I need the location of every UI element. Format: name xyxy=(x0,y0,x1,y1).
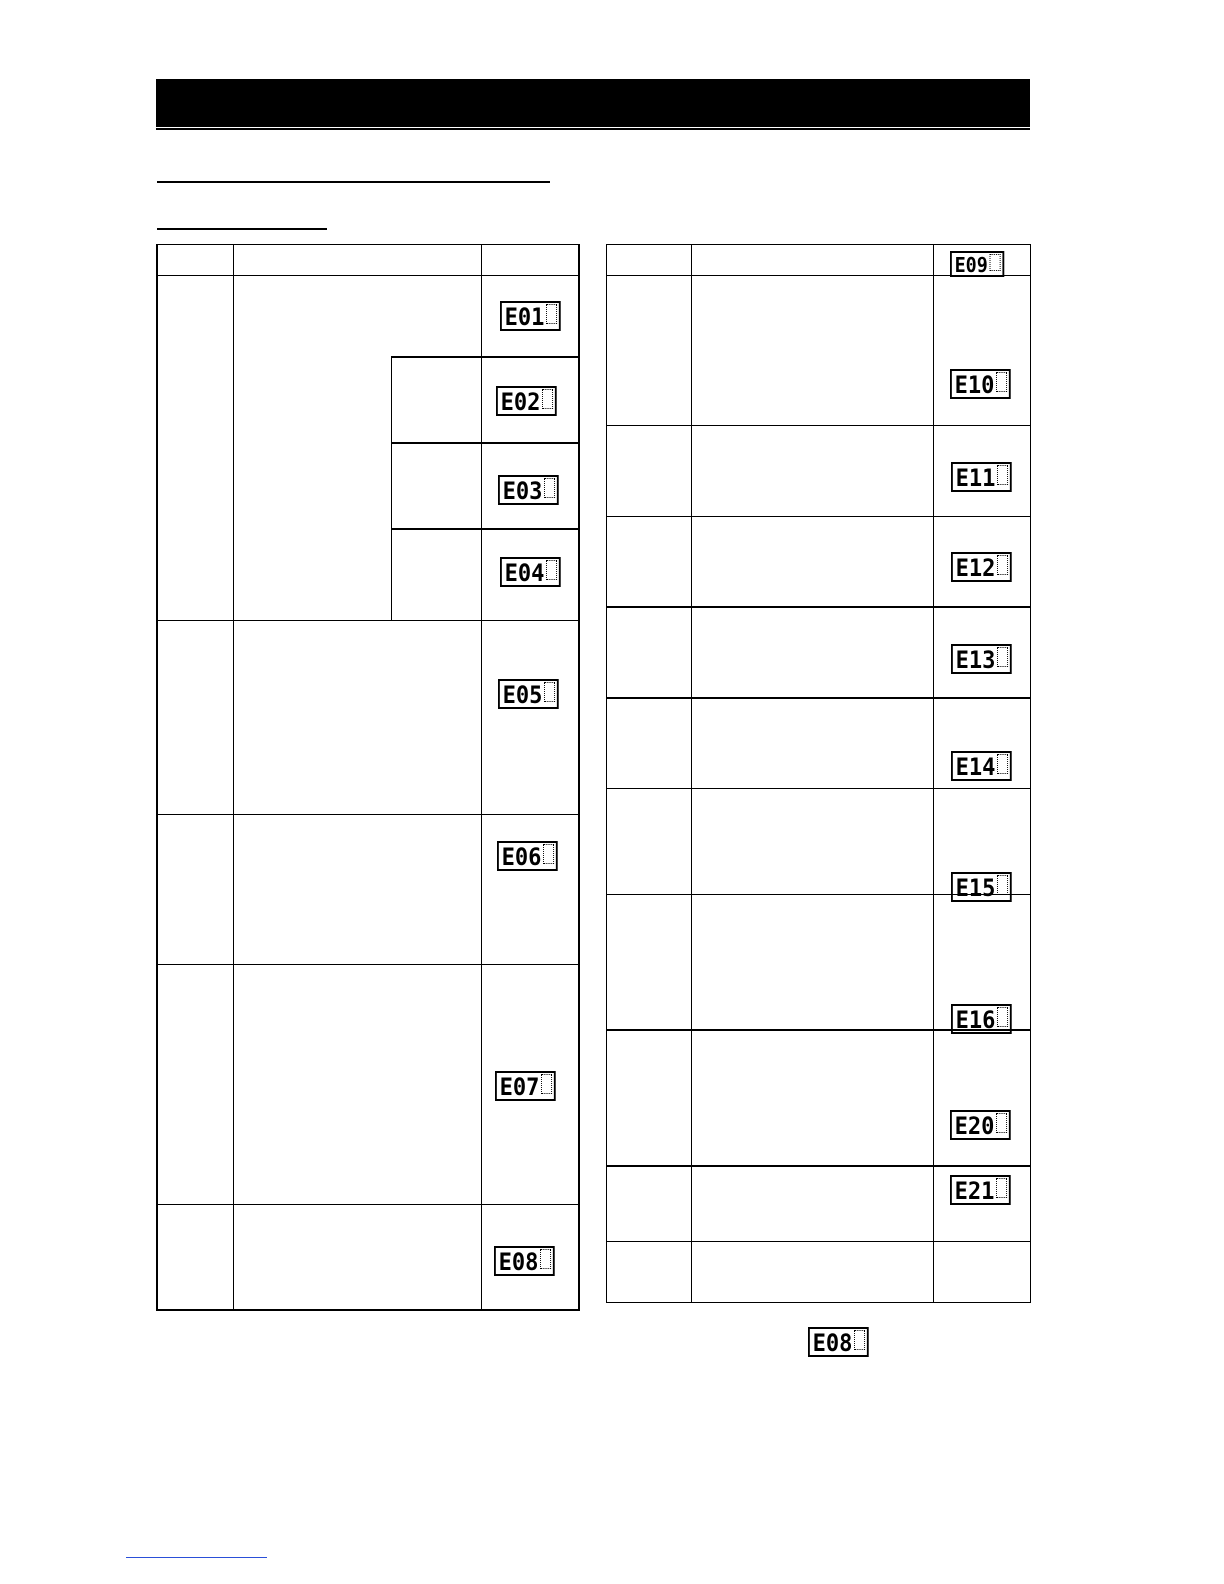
error-code-display: E09 xyxy=(950,251,1004,277)
error-code-display: E21 xyxy=(950,1175,1011,1205)
subheading-underline xyxy=(157,228,327,230)
error-code-display: E01 xyxy=(500,301,561,331)
error-code-display: E13 xyxy=(951,644,1012,674)
error-code-display: E03 xyxy=(498,475,559,505)
footnote-error-code-display: E08 xyxy=(808,1327,869,1357)
section-title-banner xyxy=(156,79,1030,127)
error-code-display: E15 xyxy=(951,872,1012,902)
error-code-display: E07 xyxy=(495,1071,556,1101)
error-code-display: E06 xyxy=(497,841,558,871)
error-code-display: E20 xyxy=(950,1110,1011,1140)
banner-underline xyxy=(156,128,1030,130)
error-code-display: E12 xyxy=(951,552,1012,582)
error-code-display: E14 xyxy=(951,751,1012,781)
footer-link[interactable] xyxy=(126,1557,267,1558)
error-code-display: E16 xyxy=(951,1004,1012,1034)
error-code-display: E04 xyxy=(500,557,561,587)
error-code-display: E11 xyxy=(951,462,1012,492)
error-code-display: E10 xyxy=(950,369,1011,399)
error-code-display: E08 xyxy=(494,1246,555,1276)
heading-underline xyxy=(157,181,550,183)
error-code-display: E05 xyxy=(498,679,559,709)
error-code-display: E02 xyxy=(496,386,557,416)
